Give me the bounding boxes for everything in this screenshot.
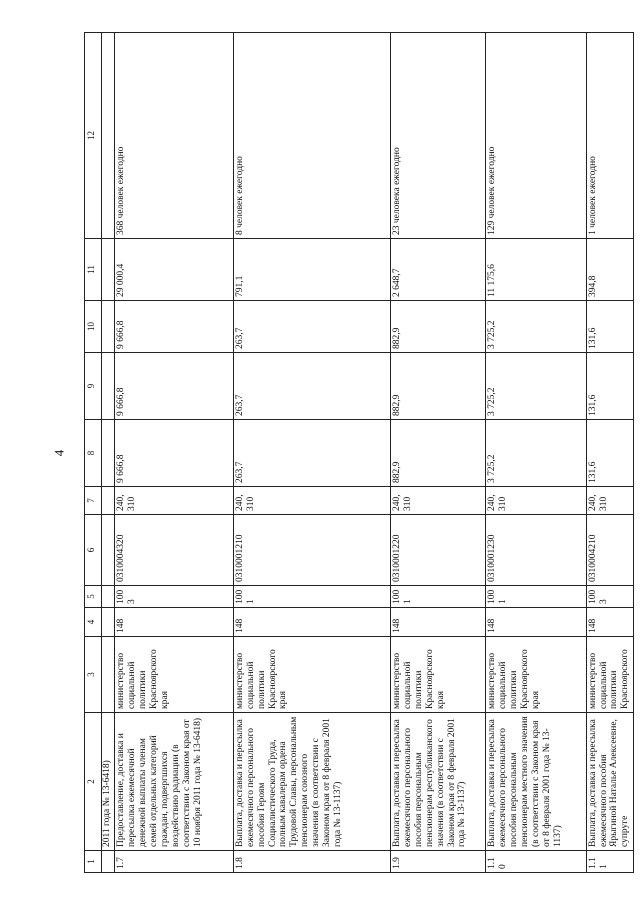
table-cell	[102, 301, 115, 353]
row-code-target: 0310004320	[115, 515, 234, 586]
row-amount-total: 394,8	[586, 239, 633, 301]
row-amount-year1: 9 666,8	[115, 420, 234, 487]
header-cell: 1	[85, 851, 102, 873]
table-cell	[102, 353, 115, 420]
row-amount-total: 2 648,7	[390, 239, 485, 301]
row-code-section: 1001	[486, 586, 586, 608]
row-amount-total: 791,1	[233, 239, 390, 301]
row-code-type: 240, 310	[486, 487, 586, 515]
row-code-section: 1001	[233, 586, 390, 608]
row-amount-year2: 263,7	[233, 353, 390, 420]
row-code-grbs: 148	[586, 608, 633, 637]
row-amount-total: 11 175,6	[486, 239, 586, 301]
row-amount-year2: 882,9	[390, 353, 485, 420]
row-code-section: 1003	[586, 586, 633, 608]
table-cell	[102, 586, 115, 608]
row-number: 1.7	[115, 851, 234, 873]
header-cell: 2	[85, 713, 102, 851]
header-cell: 11	[85, 239, 102, 301]
row-amount-year1: 131,6	[586, 420, 633, 487]
row-number: 1.8	[233, 851, 390, 873]
row-description: Предоставление, доставка и пересылка ежемесячной денежной выплаты членам семей отдельных категорий граждан, подвергшихся воздействию радиации (в соответствии с Законом края от 10 ноября 2011 года № 13-6418)	[115, 713, 234, 851]
row-code-target: 0310004210	[586, 515, 633, 586]
row-code-type: 240, 310	[586, 487, 633, 515]
row-result: 1 человек ежегодно	[586, 33, 633, 239]
table-row	[390, 33, 485, 873]
table-row	[486, 33, 586, 873]
header-cell: 7	[85, 487, 102, 515]
row-amount-year2: 3 725,2	[486, 353, 586, 420]
row-code-grbs: 148	[390, 608, 485, 637]
continuation-text: 2011 года № 13-6418)	[102, 713, 115, 851]
header-cell: 9	[85, 353, 102, 420]
page-number: 4	[51, 449, 67, 457]
row-amount-year1: 3 725,2	[486, 420, 586, 487]
row-amount-total: 29 000,4	[115, 239, 234, 301]
row-result: 368 человек ежегодно	[115, 33, 234, 239]
row-amount-year3: 3 725,2	[486, 301, 586, 353]
row-code-grbs: 148	[115, 608, 234, 637]
row-result: 23 человека ежегодно	[390, 33, 485, 239]
row-code-type: 240, 310	[390, 487, 485, 515]
table-cell	[102, 239, 115, 301]
row-description: Выплата, доставка и пересылка ежемесячного персонального пособия персональным пенсионерам местного значения (в соответствии с Законом края от 8 февраля 2001 года № 13-1137)	[486, 713, 586, 851]
budget-table	[84, 32, 634, 873]
header-row	[85, 33, 102, 873]
header-cell: 4	[85, 608, 102, 637]
table-row	[586, 33, 633, 873]
row-code-grbs: 148	[233, 608, 390, 637]
row-result: 8 человек ежегодно	[233, 33, 390, 239]
row-number: 1.10	[486, 851, 586, 873]
header-cell: 10	[85, 301, 102, 353]
table-row	[233, 33, 390, 873]
row-amount-year2: 131,6	[586, 353, 633, 420]
row-code-target: 0310001210	[233, 515, 390, 586]
row-code-grbs: 148	[486, 608, 586, 637]
table-cell	[102, 637, 115, 713]
row-amount-year2: 9 666,8	[115, 353, 234, 420]
table-cell	[102, 851, 115, 873]
row-number: 1.9	[390, 851, 485, 873]
row-ministry: министерство социальной политики Красноярского	[586, 637, 633, 713]
row-ministry: министерство социальной политики Красноярского края	[486, 637, 586, 713]
rotated-page	[84, 33, 634, 873]
row-code-target: 0310001230	[486, 515, 586, 586]
continuation-row	[102, 33, 115, 873]
row-ministry: министерство социальной политики Красноярского края	[233, 637, 390, 713]
row-code-section: 1003	[115, 586, 234, 608]
row-ministry: министерство социальной политики Красноярского края	[390, 637, 485, 713]
table-cell	[102, 515, 115, 586]
row-ministry: министерство социальной политики Красноярского края	[115, 637, 234, 713]
row-code-section: 1001	[390, 586, 485, 608]
table-cell	[102, 487, 115, 515]
row-amount-year1: 882,9	[390, 420, 485, 487]
row-number: 1.11	[586, 851, 633, 873]
header-cell: 5	[85, 586, 102, 608]
row-description: Выплата, доставка и пересылка ежемесячного персонального пособия Героям Социалистического Труда, полным кавалерам ордена Трудовой Славы, персональным пенсионерам союзного значения (в соответствии с Законом края от 8 февраля 2001 года № 13-1137)	[233, 713, 390, 851]
header-cell: 6	[85, 515, 102, 586]
row-amount-year3: 882,9	[390, 301, 485, 353]
row-amount-year3: 9 666,8	[115, 301, 234, 353]
table-cell	[102, 420, 115, 487]
row-amount-year3: 131,6	[586, 301, 633, 353]
header-cell: 8	[85, 420, 102, 487]
row-code-target: 0310001220	[390, 515, 485, 586]
header-cell: 12	[85, 33, 102, 239]
row-code-type: 240, 310	[233, 487, 390, 515]
row-amount-year1: 263,7	[233, 420, 390, 487]
header-cell: 3	[85, 637, 102, 713]
row-description: Выплата, доставка и пересылка ежемесячного пособия Ярыгиной Наталье Алексеевне, супруге	[586, 713, 633, 851]
row-description: Выплата, доставка и пересылка ежемесячного персонального пособия персональным пенсионерам республиканского значения (в соответствии с Законом края от 8 февраля 2001 года № 13-1137)	[390, 713, 485, 851]
row-code-type: 240, 310	[115, 487, 234, 515]
row-result: 129 человек ежегодно	[486, 33, 586, 239]
table-cell	[102, 33, 115, 239]
row-amount-year3: 263,7	[233, 301, 390, 353]
table-row	[115, 33, 234, 873]
table-cell	[102, 608, 115, 637]
